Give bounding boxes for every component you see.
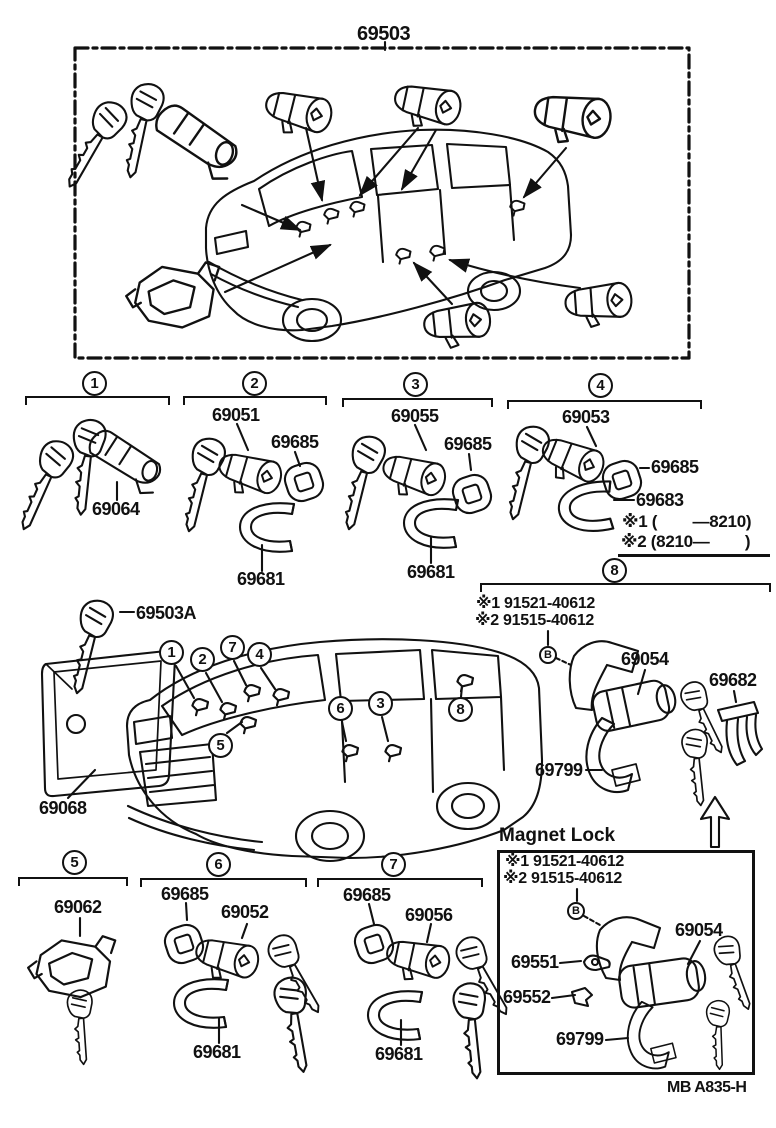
keyhole-icon: [350, 202, 364, 217]
part-label-69052: 69052: [221, 902, 269, 922]
group-1-parts: [10, 418, 167, 536]
section-bracket-1: [25, 396, 170, 405]
magnet-lock-title: Magnet Lock: [499, 825, 616, 846]
section-bracket-2: [183, 396, 327, 405]
key-icon: [677, 678, 733, 758]
kit-part-label: 69503: [357, 23, 411, 45]
section-badge-1: 1: [82, 371, 107, 396]
magnet-note-2: ※2 91515-40612: [503, 870, 623, 887]
key-icon: [272, 975, 320, 1074]
section-bracket-8: [480, 583, 771, 592]
lock-cylinder-icon: [564, 282, 633, 329]
keyhole-icon: [244, 685, 260, 701]
van-callout-5: 5: [208, 733, 233, 758]
key-plate-icon: [42, 651, 175, 796]
key-icon: [67, 989, 97, 1065]
van-callout-2: 2: [190, 647, 215, 672]
part-label-69064: 69064: [92, 499, 140, 519]
part-label-69681: 69681: [375, 1044, 423, 1064]
key-icon: [263, 931, 331, 1019]
van-callout-8: 8: [448, 697, 473, 722]
part-label-69551: 69551: [511, 952, 559, 972]
top-kit-illustration: [56, 42, 689, 358]
part-label-69681: 69681: [407, 562, 455, 582]
lock-cylinder-icon: [390, 80, 463, 135]
applicability-note-1: ※1 ( —8210): [622, 512, 752, 531]
page-code: MB A835-H: [667, 1079, 747, 1096]
key-icon: [498, 423, 552, 523]
lock-cylinder-icon: [261, 86, 335, 143]
part-label-69683: 69683: [636, 490, 684, 510]
key-icon: [62, 597, 116, 697]
section-badge-6: 6: [206, 852, 231, 877]
section-bracket-7: [317, 878, 483, 887]
bolt-note-1: ※1 91521-40612: [476, 595, 596, 612]
part-label-69055: 69055: [391, 406, 439, 426]
up-arrow-icon: [701, 797, 729, 847]
section-badge-7: 7: [381, 852, 406, 877]
magnet-note-1: ※1 91521-40612: [505, 853, 625, 870]
part-label-69068: 69068: [39, 798, 87, 818]
part-label-69056: 69056: [405, 905, 453, 925]
part-label-69685: 69685: [271, 432, 319, 452]
part-label-69799: 69799: [535, 760, 583, 780]
clip-icon: [368, 991, 422, 1040]
keyhole-icon: [457, 675, 473, 691]
keyhole-icon: [430, 246, 444, 261]
part-label-69681: 69681: [193, 1042, 241, 1062]
keyhole-icon: [324, 209, 338, 224]
bolt-callout-b: B: [567, 902, 585, 920]
part-label-69054: 69054: [675, 920, 723, 940]
part-label-69685: 69685: [444, 434, 492, 454]
part-label-69685: 69685: [651, 457, 699, 477]
key-number-plate: [42, 651, 175, 798]
part-label-69681: 69681: [237, 569, 285, 589]
keyhole-icon: [273, 689, 289, 705]
part-label-69552: 69552: [503, 987, 551, 1007]
pointer-arrows: [225, 128, 580, 304]
lock-cylinder-icon: [535, 432, 608, 492]
lock-cylinder-icon: [531, 90, 613, 148]
van-callout-3: 3: [368, 691, 393, 716]
part-label-69053: 69053: [562, 407, 610, 427]
master-key: [62, 597, 134, 697]
group-6-parts: [161, 903, 330, 1075]
part-label-69685: 69685: [343, 885, 391, 905]
part-label-69682: 69682: [709, 670, 757, 690]
lock-cylinder-icon: [382, 935, 452, 987]
section-badge-3: 3: [403, 372, 428, 397]
key-icon: [681, 728, 714, 806]
key-icon: [334, 433, 388, 533]
bolt-callout-b: B: [539, 646, 557, 664]
key-icon: [56, 96, 131, 194]
part-label-69799: 69799: [556, 1029, 604, 1049]
section-badge-2: 2: [242, 371, 267, 396]
van-callout-7: 7: [220, 635, 245, 660]
section-badge-4: 4: [588, 373, 613, 398]
clip-icon: [240, 503, 294, 552]
section-badge-8: 8: [602, 558, 627, 583]
keyhole-icon: [192, 699, 208, 715]
keyhole-icon: [396, 249, 410, 264]
steering-lock-icon: [81, 427, 167, 496]
lock-cylinder-icon: [377, 450, 448, 506]
keyhole-icon: [240, 717, 256, 733]
van-callout-4: 4: [247, 642, 272, 667]
section-badge-5: 5: [62, 850, 87, 875]
key-icon: [10, 436, 78, 536]
clip-icon: [718, 702, 762, 765]
part-label-69051: 69051: [212, 405, 260, 425]
key-icon: [452, 982, 493, 1080]
bolt-note-2: ※2 91515-40612: [475, 612, 595, 629]
van-callout-6: 6: [328, 696, 353, 721]
back-door-lock-icon: [126, 262, 219, 327]
section-bracket-5: [18, 877, 128, 886]
part-label-69685: 69685: [161, 884, 209, 904]
van-callout-1: 1: [159, 640, 184, 665]
key-icon: [174, 435, 228, 535]
note-underline: [618, 554, 770, 557]
back-door-lock-icon: [28, 936, 115, 997]
applicability-note-2: ※2 (8210— ): [621, 532, 751, 551]
part-label-69054: 69054: [621, 649, 669, 669]
van-front-illustration: [127, 639, 542, 861]
group-5-parts: [28, 918, 115, 1065]
part-label-69503A: 69503A: [136, 603, 197, 623]
part-label-69062: 69062: [54, 897, 102, 917]
gasket-icon: [281, 459, 326, 504]
steering-lock-icon: [145, 101, 245, 183]
keyhole-icon: [385, 745, 401, 761]
